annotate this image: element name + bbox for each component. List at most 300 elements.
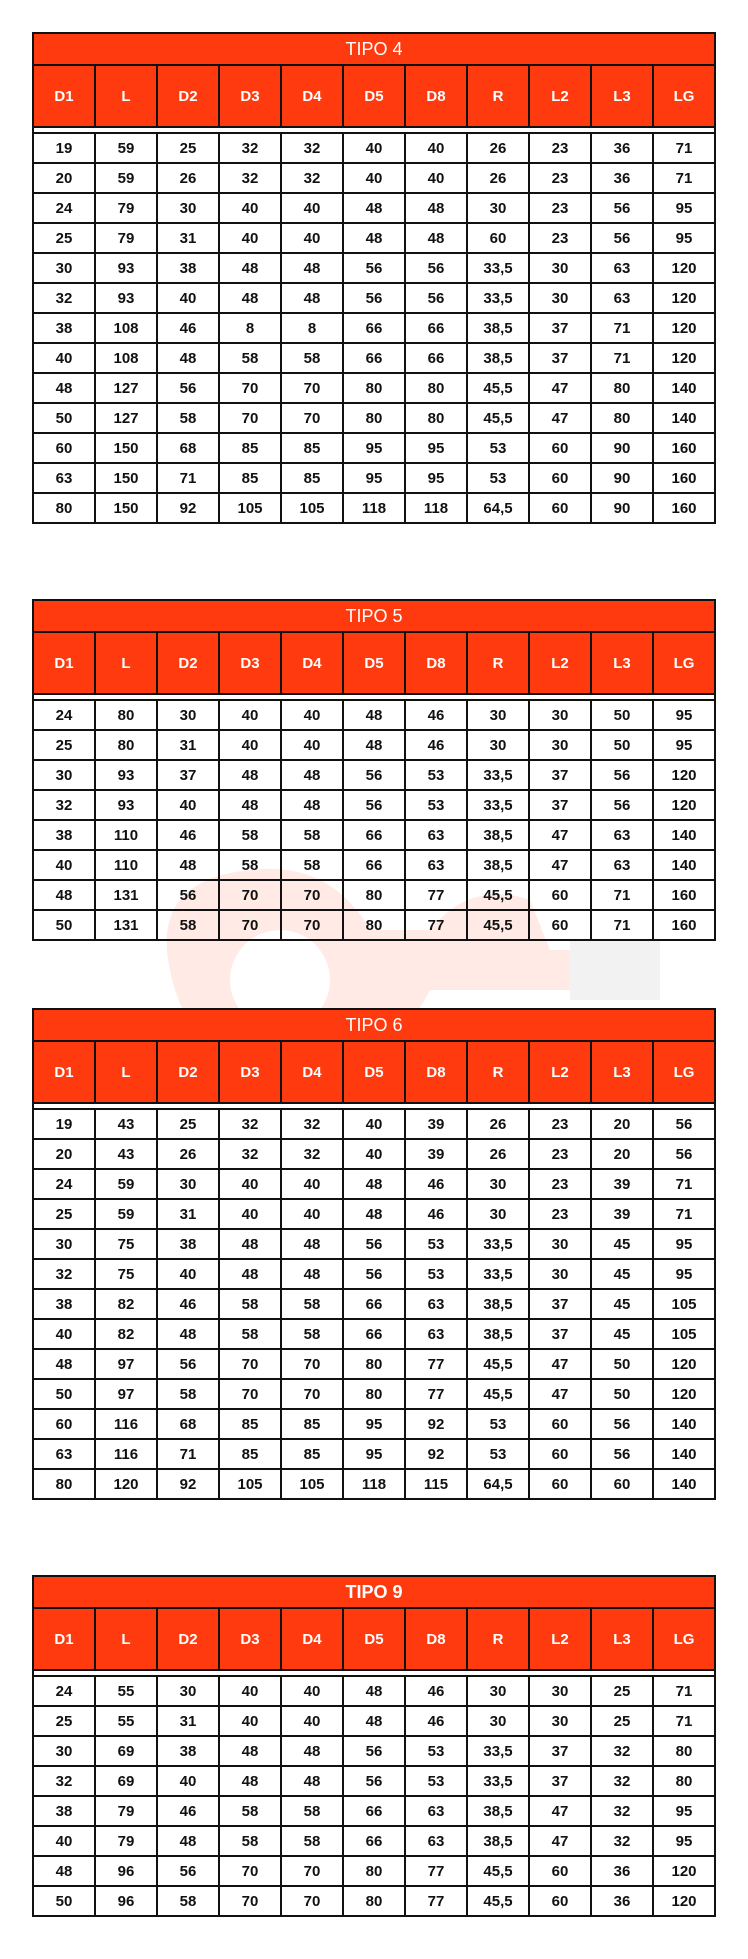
table-row: [33, 880, 715, 910]
table-title: TIPO 4: [33, 33, 715, 65]
table-cell: 160: [653, 910, 715, 940]
table-cell: 58: [281, 343, 343, 373]
table-cell: 38,5: [467, 850, 529, 880]
table-cell: 56: [405, 283, 467, 313]
table-cell: 30: [467, 1169, 529, 1199]
table-cell: 71: [653, 163, 715, 193]
table-cell: 66: [343, 1319, 405, 1349]
table-cell: 70: [281, 1349, 343, 1379]
table-cell: 53: [467, 1409, 529, 1439]
table-cell: 60: [591, 1469, 653, 1499]
table-cell: 30: [529, 1259, 591, 1289]
table-cell: 38: [33, 820, 95, 850]
table-cell: 64,5: [467, 493, 529, 523]
table-cell: 45: [591, 1289, 653, 1319]
table-cell: 46: [157, 313, 219, 343]
column-header: D1: [33, 65, 95, 127]
table-cell: 23: [529, 193, 591, 223]
table-cell: 80: [343, 403, 405, 433]
table-cell: 105: [219, 1469, 281, 1499]
table-cell: 80: [343, 1349, 405, 1379]
table-cell: 115: [405, 1469, 467, 1499]
table-cell: 75: [95, 1259, 157, 1289]
column-header: L2: [529, 1608, 591, 1670]
table-cell: 40: [219, 730, 281, 760]
table-cell: 48: [343, 1199, 405, 1229]
table-cell: 85: [281, 463, 343, 493]
table-cell: 32: [281, 163, 343, 193]
table-cell: 48: [219, 1736, 281, 1766]
table-cell: 48: [219, 1259, 281, 1289]
table-cell: 32: [281, 1109, 343, 1139]
column-header: L2: [529, 632, 591, 694]
table-cell: 93: [95, 760, 157, 790]
table-cell: 120: [653, 1379, 715, 1409]
table-cell: 70: [219, 1856, 281, 1886]
table-cell: 48: [343, 730, 405, 760]
table-cell: 31: [157, 1199, 219, 1229]
table-cell: 93: [95, 283, 157, 313]
table-cell: 60: [33, 433, 95, 463]
column-header: D1: [33, 1608, 95, 1670]
table-cell: 120: [653, 313, 715, 343]
table-cell: 150: [95, 463, 157, 493]
table-cell: 30: [529, 1229, 591, 1259]
table-cell: 95: [405, 433, 467, 463]
table-row: [33, 1676, 715, 1706]
table-row: [33, 910, 715, 940]
table-cell: 63: [405, 1826, 467, 1856]
table-cell: 56: [343, 1259, 405, 1289]
table-cell: 40: [219, 1706, 281, 1736]
table-title: TIPO 5: [33, 600, 715, 632]
table-cell: 108: [95, 313, 157, 343]
table-cell: 60: [529, 433, 591, 463]
table-cell: 53: [405, 760, 467, 790]
table-row: [33, 1409, 715, 1439]
table-cell: 66: [343, 1796, 405, 1826]
table-cell: 105: [281, 1469, 343, 1499]
table-cell: 47: [529, 403, 591, 433]
table-cell: 31: [157, 1706, 219, 1736]
table-row: [33, 1319, 715, 1349]
table-cell: 77: [405, 880, 467, 910]
table-row: [33, 403, 715, 433]
table-cell: 80: [405, 403, 467, 433]
table-row: [33, 1379, 715, 1409]
table-cell: 58: [219, 1826, 281, 1856]
table-cell: 70: [281, 1886, 343, 1916]
table-cell: 46: [405, 1169, 467, 1199]
table-cell: 68: [157, 1409, 219, 1439]
table-cell: 30: [467, 730, 529, 760]
table-cell: 110: [95, 850, 157, 880]
table-cell: 53: [467, 1439, 529, 1469]
table-cell: 32: [591, 1826, 653, 1856]
table-cell: 56: [591, 193, 653, 223]
table-cell: 97: [95, 1379, 157, 1409]
table-row: [33, 193, 715, 223]
table-cell: 59: [95, 1169, 157, 1199]
column-header: LG: [653, 1608, 715, 1670]
table-cell: 140: [653, 850, 715, 880]
table-cell: 58: [281, 1796, 343, 1826]
table-cell: 56: [343, 1736, 405, 1766]
table-cell: 32: [281, 1139, 343, 1169]
table-cell: 48: [219, 760, 281, 790]
table-cell: 66: [343, 1826, 405, 1856]
table-cell: 30: [157, 1169, 219, 1199]
table-title: TIPO 9: [33, 1576, 715, 1608]
table-cell: 30: [529, 253, 591, 283]
table-cell: 92: [157, 1469, 219, 1499]
table-cell: 97: [95, 1349, 157, 1379]
table-cell: 120: [653, 790, 715, 820]
table-row: [33, 373, 715, 403]
table-cell: 70: [219, 910, 281, 940]
table-cell: 58: [219, 850, 281, 880]
table-cell: 53: [405, 1766, 467, 1796]
table-row: [33, 1289, 715, 1319]
table-row: [33, 1229, 715, 1259]
table-cell: 53: [405, 1259, 467, 1289]
table-cell: 32: [33, 1259, 95, 1289]
table-cell: 48: [343, 193, 405, 223]
table-row: [33, 760, 715, 790]
table-cell: 38,5: [467, 313, 529, 343]
table-row: [33, 820, 715, 850]
table-cell: 70: [281, 910, 343, 940]
table-cell: 48: [157, 343, 219, 373]
table-cell: 55: [95, 1676, 157, 1706]
table-cell: 46: [405, 1676, 467, 1706]
column-header: D4: [281, 1041, 343, 1103]
table-cell: 37: [529, 760, 591, 790]
table-cell: 37: [529, 790, 591, 820]
table-cell: 48: [343, 1706, 405, 1736]
table-cell: 30: [33, 1229, 95, 1259]
table-cell: 47: [529, 1826, 591, 1856]
table-cell: 90: [591, 433, 653, 463]
table-cell: 56: [343, 283, 405, 313]
column-header: L2: [529, 1041, 591, 1103]
table-cell: 40: [281, 700, 343, 730]
table-cell: 120: [653, 283, 715, 313]
table-tipo-5: [32, 599, 716, 941]
table-row: [33, 700, 715, 730]
table-cell: 95: [653, 730, 715, 760]
table-cell: 58: [219, 343, 281, 373]
column-header: D2: [157, 1608, 219, 1670]
column-header: D3: [219, 632, 281, 694]
column-header: D8: [405, 1041, 467, 1103]
table-row: [33, 163, 715, 193]
table-cell: 46: [405, 700, 467, 730]
table-cell: 45,5: [467, 910, 529, 940]
table-cell: 47: [529, 1379, 591, 1409]
table-cell: 30: [157, 1676, 219, 1706]
column-header: D2: [157, 1041, 219, 1103]
table-cell: 40: [281, 223, 343, 253]
table-cell: 30: [157, 193, 219, 223]
table-cell: 79: [95, 1796, 157, 1826]
table-cell: 140: [653, 403, 715, 433]
table-cell: 120: [653, 343, 715, 373]
table-cell: 23: [529, 1109, 591, 1139]
table-cell: 63: [591, 820, 653, 850]
table-cell: 131: [95, 910, 157, 940]
table-cell: 60: [33, 1409, 95, 1439]
table-cell: 140: [653, 1469, 715, 1499]
table-cell: 48: [281, 283, 343, 313]
table-cell: 95: [343, 463, 405, 493]
table-cell: 105: [281, 493, 343, 523]
table-cell: 45,5: [467, 403, 529, 433]
table-cell: 77: [405, 1886, 467, 1916]
table-cell: 56: [591, 760, 653, 790]
table-cell: 32: [219, 133, 281, 163]
table-cell: 8: [219, 313, 281, 343]
table-cell: 79: [95, 1826, 157, 1856]
table-cell: 53: [467, 433, 529, 463]
table-cell: 46: [405, 1199, 467, 1229]
table-cell: 66: [343, 343, 405, 373]
table-cell: 69: [95, 1736, 157, 1766]
table-cell: 26: [157, 163, 219, 193]
table-cell: 71: [653, 1706, 715, 1736]
table-cell: 70: [281, 373, 343, 403]
table-cell: 40: [219, 223, 281, 253]
table-cell: 45: [591, 1319, 653, 1349]
table-cell: 56: [591, 790, 653, 820]
table-cell: 66: [343, 313, 405, 343]
table-cell: 38,5: [467, 820, 529, 850]
table-cell: 85: [219, 1439, 281, 1469]
table-row: [33, 223, 715, 253]
table-cell: 50: [591, 700, 653, 730]
table-cell: 23: [529, 1199, 591, 1229]
table-cell: 59: [95, 1199, 157, 1229]
table-cell: 85: [219, 1409, 281, 1439]
table-cell: 80: [653, 1766, 715, 1796]
table-cell: 53: [405, 790, 467, 820]
table-cell: 46: [157, 1289, 219, 1319]
table-cell: 33,5: [467, 790, 529, 820]
table-cell: 56: [157, 880, 219, 910]
table-cell: 32: [33, 283, 95, 313]
table-cell: 32: [591, 1796, 653, 1826]
table-cell: 36: [591, 133, 653, 163]
table-cell: 24: [33, 1169, 95, 1199]
table-cell: 56: [157, 1349, 219, 1379]
table-cell: 48: [219, 1766, 281, 1796]
table-cell: 108: [95, 343, 157, 373]
table-cell: 48: [33, 373, 95, 403]
table-cell: 40: [33, 343, 95, 373]
table-cell: 63: [591, 850, 653, 880]
table-cell: 37: [529, 313, 591, 343]
table-cell: 31: [157, 223, 219, 253]
table-cell: 23: [529, 223, 591, 253]
table-cell: 40: [405, 163, 467, 193]
table-cell: 79: [95, 223, 157, 253]
table-cell: 92: [405, 1409, 467, 1439]
table-cell: 47: [529, 850, 591, 880]
table-cell: 30: [33, 1736, 95, 1766]
table-cell: 38: [33, 1796, 95, 1826]
table-cell: 58: [219, 1319, 281, 1349]
table-cell: 58: [157, 403, 219, 433]
table-cell: 60: [529, 910, 591, 940]
table-cell: 116: [95, 1409, 157, 1439]
column-header: D5: [343, 632, 405, 694]
table-cell: 60: [529, 880, 591, 910]
column-header: LG: [653, 632, 715, 694]
table-cell: 24: [33, 1676, 95, 1706]
table-cell: 70: [281, 403, 343, 433]
column-header: L: [95, 1608, 157, 1670]
table-cell: 82: [95, 1289, 157, 1319]
table-cell: 40: [281, 1199, 343, 1229]
table-cell: 37: [529, 1736, 591, 1766]
table-cell: 45,5: [467, 373, 529, 403]
table-cell: 60: [529, 1886, 591, 1916]
table-cell: 68: [157, 433, 219, 463]
table-cell: 46: [405, 730, 467, 760]
table-cell: 93: [95, 790, 157, 820]
table-cell: 80: [343, 373, 405, 403]
table-row: [33, 493, 715, 523]
table-row: [33, 1856, 715, 1886]
table-cell: 38,5: [467, 343, 529, 373]
table-cell: 55: [95, 1706, 157, 1736]
table-cell: 160: [653, 493, 715, 523]
table-row: [33, 1259, 715, 1289]
table-cell: 50: [591, 1379, 653, 1409]
table-cell: 25: [591, 1706, 653, 1736]
table-cell: 48: [405, 193, 467, 223]
column-header: L: [95, 1041, 157, 1103]
table-cell: 38,5: [467, 1289, 529, 1319]
table-cell: 120: [653, 253, 715, 283]
table-cell: 24: [33, 700, 95, 730]
table-cell: 60: [529, 1856, 591, 1886]
table-cell: 70: [281, 1379, 343, 1409]
table-cell: 64,5: [467, 1469, 529, 1499]
table-cell: 23: [529, 133, 591, 163]
table-cell: 120: [653, 760, 715, 790]
column-header: L3: [591, 65, 653, 127]
table-cell: 82: [95, 1319, 157, 1349]
table-row: [33, 253, 715, 283]
table-row: [33, 133, 715, 163]
table-cell: 95: [653, 1796, 715, 1826]
table-cell: 33,5: [467, 253, 529, 283]
table-cell: 46: [157, 1796, 219, 1826]
table-cell: 80: [33, 493, 95, 523]
table-cell: 77: [405, 1379, 467, 1409]
table-cell: 80: [343, 1886, 405, 1916]
table-cell: 58: [281, 1319, 343, 1349]
table-cell: 71: [157, 463, 219, 493]
table-cell: 48: [33, 1349, 95, 1379]
table-cell: 40: [33, 1826, 95, 1856]
table-cell: 38: [33, 313, 95, 343]
table-cell: 48: [157, 1826, 219, 1856]
table-cell: 26: [467, 1139, 529, 1169]
column-header: L3: [591, 1608, 653, 1670]
table-cell: 70: [219, 1379, 281, 1409]
table-cell: 50: [33, 1886, 95, 1916]
table-cell: 70: [219, 1349, 281, 1379]
column-header: L: [95, 65, 157, 127]
table-cell: 26: [467, 133, 529, 163]
table-cell: 127: [95, 373, 157, 403]
table-cell: 40: [281, 1169, 343, 1199]
table-cell: 71: [653, 1169, 715, 1199]
table-cell: 48: [343, 1676, 405, 1706]
table-cell: 48: [281, 1766, 343, 1796]
table-cell: 32: [33, 790, 95, 820]
table-cell: 33,5: [467, 1736, 529, 1766]
table-cell: 48: [157, 1319, 219, 1349]
table-cell: 60: [529, 1469, 591, 1499]
table-cell: 30: [467, 1706, 529, 1736]
table-cell: 95: [653, 1259, 715, 1289]
table-cell: 32: [219, 1139, 281, 1169]
table-cell: 33,5: [467, 1259, 529, 1289]
table-cell: 48: [281, 1229, 343, 1259]
column-header: D1: [33, 1041, 95, 1103]
table-cell: 48: [33, 1856, 95, 1886]
table-cell: 95: [343, 433, 405, 463]
table-tipo-9: [32, 1575, 716, 1917]
table-cell: 71: [653, 133, 715, 163]
table-cell: 53: [405, 1229, 467, 1259]
table-cell: 48: [343, 1169, 405, 1199]
table-cell: 40: [157, 283, 219, 313]
table-cell: 60: [529, 493, 591, 523]
table-cell: 48: [281, 1736, 343, 1766]
table-cell: 80: [95, 700, 157, 730]
table-cell: 150: [95, 433, 157, 463]
column-header: L2: [529, 65, 591, 127]
table-tipo-4: [32, 32, 716, 524]
table-cell: 40: [219, 700, 281, 730]
table-cell: 160: [653, 880, 715, 910]
table-cell: 71: [653, 1676, 715, 1706]
table-cell: 38: [33, 1289, 95, 1319]
column-header: D4: [281, 65, 343, 127]
table-cell: 85: [281, 1439, 343, 1469]
table-cell: 80: [591, 403, 653, 433]
table-row: [33, 1349, 715, 1379]
table-cell: 70: [281, 880, 343, 910]
table-cell: 36: [591, 1856, 653, 1886]
table-cell: 127: [95, 403, 157, 433]
table-cell: 66: [343, 820, 405, 850]
table-cell: 63: [591, 253, 653, 283]
table-cell: 105: [219, 493, 281, 523]
table-cell: 25: [33, 730, 95, 760]
table-cell: 80: [95, 730, 157, 760]
table-cell: 160: [653, 463, 715, 493]
table-row: [33, 730, 715, 760]
table-cell: 60: [529, 1409, 591, 1439]
table-cell: 63: [33, 1439, 95, 1469]
table-cell: 47: [529, 1349, 591, 1379]
table-cell: 66: [343, 850, 405, 880]
